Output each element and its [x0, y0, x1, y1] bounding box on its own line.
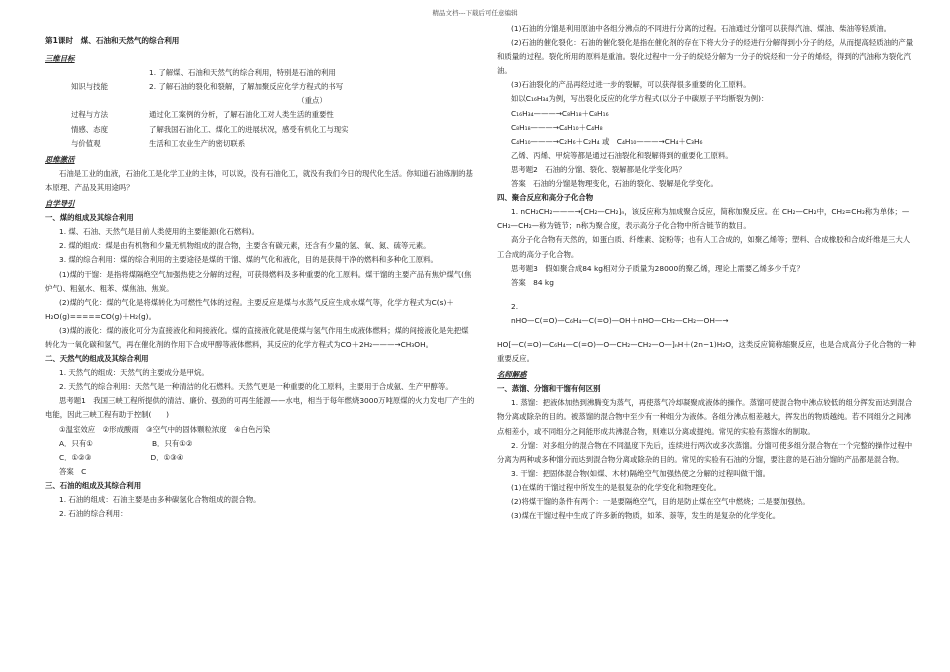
paragraph: (1)煤的干馏：是指将煤隔绝空气加强热使之分解的过程，可获得燃料及多种重要的化工原料。煤干馏的主要产品有焦炉煤气(焦炉气)、粗氨水、粗苯、煤焦油、焦炭。 [45, 269, 472, 293]
objective-text: 了解我国石油化工、煤化工的进展状况，感受有机化工与现实 [149, 124, 349, 134]
paragraph: 2. [511, 301, 519, 311]
paragraph: 高分子化合物有天然的，如蛋白质、纤维素、淀粉等；也有人工合成的，如聚乙烯等；塑料、合成橡胶和合成纤维是三大人工合成的高分子化合物。 [497, 235, 911, 259]
lesson-title: 第1课时 煤、石油和天然气的综合利用 [45, 36, 180, 45]
left-column [45, 22, 475, 521]
paragraph: 1. 天然气的组成：天然气的主要成分是甲烷。 [59, 368, 209, 378]
paragraph: 乙烯、丙烯、甲烷等都是通过石油裂化和裂解得到的重要化工原料。 [511, 150, 733, 160]
section-heading: 自学导引 [45, 199, 75, 209]
objective-category [45, 66, 149, 80]
paragraph: (3)石油裂化的产品再经过进一步的裂解，可以获得很多重要的化工原料。 [511, 80, 751, 90]
objective-text: 2. 了解石油的裂化和裂解，了解加聚反应化学方程式的书写 [149, 82, 344, 92]
paragraph: (2)石油的催化裂化：石油的催化裂化是指在催化剂的存在下将大分子的烃进行分解得到小分子的烃，从而提高轻质油的产量和质量的过程。裂化所用的原料是重油。裂化过程中一分子的烷烃分解为一分子的烷烃和一分子的烯烃，得到的汽油称为裂化汽油。 [497, 38, 914, 76]
paragraph: HO[—C(=O)—C₆H₄—C(=O)—O—CH₂—CH₂—O—]ₙH＋(2n−1)H₂O，这类反应简称缩聚反应，也是合成高分子化合物的一种重要反应。 [497, 339, 916, 364]
objective-category: 情感、态度 [71, 124, 108, 134]
paragraph: 3. 干馏：把固体混合物(如煤、木材)隔绝空气加强热使之分解的过程叫做干馏。 [511, 468, 771, 478]
paragraph: C₈H₁₈———→C₄H₁₀＋C₄H₈ [511, 122, 603, 132]
objective-row [45, 123, 475, 137]
subsection-heading: 二、天然气的组成及其综合利用 [45, 354, 149, 364]
right-column [497, 22, 917, 523]
objective-row [45, 108, 475, 122]
subsection-heading: 四、聚合反应和高分子化合物 [497, 193, 594, 203]
section-heading: 名师解惑 [497, 370, 527, 380]
paragraph: ①温室效应 ②形成酸雨 ③空气中的固体颗粒浓度 ④白色污染 [59, 424, 271, 434]
objective-category: 知识与技能 [71, 82, 108, 92]
page-header: 精品文档---下载后可任意编辑 [432, 9, 518, 17]
paragraph: 如以C₁₆H₃₄为例，写出裂化反应的化学方程式(以分子中碳原子平均断裂为例)： [511, 94, 769, 104]
paragraph: 答案 C [59, 466, 87, 476]
paragraph: 3. 煤的综合利用：煤的综合利用的主要途径是煤的干馏、煤的气化和液化，目的是获得干净的燃料和多种化工原料。 [59, 255, 438, 265]
objective-row [45, 94, 475, 108]
objective-text: 1. 了解煤、石油和天然气的综合利用，特别是石油的利用 [149, 68, 336, 78]
paragraph: (3)煤在干馏过程中生成了许多新的物质，如苯、萘等，发生的是复杂的化学变化。 [511, 511, 781, 521]
paragraph: A．只有① B．只有①② [59, 438, 193, 448]
paragraph: C．①②③ D．①③④ [59, 452, 184, 462]
subsection-heading: 三、石油的组成及其综合利用 [45, 480, 142, 490]
spacer [497, 328, 917, 338]
objective-text: 生活和工农业生产的密切联系 [149, 138, 246, 148]
subsection-heading: 一、煤的组成及其综合利用 [45, 213, 134, 223]
paragraph: (3)煤的液化：煤的液化可分为直接液化和间接液化。煤的直接液化就是使煤与氢气作用生成液体燃料；煤的间接液化是先把煤转化为一氧化碳和氢气，再在催化剂的作用下合成甲醇等液体燃料，其反应的化学方程式为CO＋2H₂———→CH₃OH。 [45, 325, 469, 349]
subsection-heading: 一、蒸馏、分馏和干馏有何区别 [497, 384, 601, 394]
objective-category [45, 94, 149, 108]
objective-text: （重点） [297, 96, 327, 106]
paragraph: 2. 分馏：对多组分的混合物在不同温度下先后，连续进行两次或多次蒸馏。分馏可使多组分混合物在一个完整的操作过程中分离为两种或多种馏分而达到混合物分离或除杂的目的。常见的实验有石油的分馏，要注意的是石油分馏的产品都是混合物。 [497, 440, 913, 464]
paragraph: nHO—C(=O)—C₆H₄—C(=O)—OH＋nHO—CH₂—CH₂—OH—→ [511, 315, 729, 325]
paragraph: (2)将煤干馏的条件有两个：一是要隔绝空气，目的是防止煤在空气中燃烧；二是要加强热。 [511, 497, 810, 506]
paragraph: 答案 84 kg [511, 277, 554, 287]
paragraph: 1. nCH₂CH₂———→[CH₂—CH₂]ₙ，该反应称为加成聚合反应，简称加聚反应。在 CH₂—CH₂中，CH₂=CH₂称为单体；—CH₂—CH₂—称为链节；n称为聚合度，表示高分子化合物中所含链节的数目。 [497, 207, 910, 231]
paragraph: 思考题1 我国三峡工程所提供的清洁、廉价、强劲的可再生能源——水电，相当于每年燃烧3000万吨原煤的火力发电厂产生的电能，因此三峡工程有助于控制( ) [45, 396, 475, 420]
objective-row [45, 137, 475, 151]
paragraph: (1)在煤的干馏过程中所发生的是很复杂的化学变化和物理变化。 [511, 482, 722, 492]
section-heading: 三维目标 [45, 54, 75, 64]
paragraph: 1. 蒸馏：把液体加热到沸腾变为蒸气，再使蒸气冷却凝聚成液体的操作。蒸馏可使混合物中沸点较低的组分挥发而达到混合物分离或除杂的目的。被蒸馏的混合物中至少有一种组分为液体。各组分沸点相差越大，挥发出的物质越纯。若不同组分之间沸点相差小，或不同组分之间能形成共沸混合物，则难以分离或提纯。常见的实验有蒸馏水的制取。 [497, 398, 913, 436]
paragraph: 石油是工业的血液，石油化工是化学工业的主体，可以说，没有石油化工，就没有我们今日的现代化生活。你知道石油炼制的基本原理、产品及其用途吗？ [45, 168, 473, 192]
paragraph: C₄H₁₀———→C₂H₆＋C₂H₄ 或 C₄H₁₀———→CH₄＋C₃H₆ [511, 136, 703, 146]
spacer [497, 290, 917, 300]
paragraph: 思考题2 石油的分馏、裂化、裂解都是化学变化吗？ [511, 164, 686, 174]
paragraph: (2)煤的气化：煤的气化是将煤转化为可燃性气体的过程。主要反应是煤与水蒸气反应生成水煤气等，化学方程式为C(s)＋H₂O(g)=====CO(g)＋H₂(g)。 [45, 297, 454, 321]
objective-row [45, 80, 475, 94]
paragraph: 2. 天然气的综合利用：天然气是一种清洁的化石燃料。天然气更是一种重要的化工原料，主要用于合成氨、生产甲醇等。 [59, 382, 453, 392]
paragraph: (1)石油的分馏是利用原油中各组分沸点的不同进行分离的过程。石油通过分馏可以获得汽油、煤油、柴油等轻质油。 [511, 24, 892, 33]
objective-category: 与价值观 [71, 138, 101, 148]
paragraph: 1. 石油的组成：石油主要是由多种碳氢化合物组成的混合物。 [59, 495, 261, 504]
paragraph: C₁₆H₃₄———→C₈H₁₈＋C₈H₁₆ [511, 108, 609, 118]
paragraph: 2. 煤的组成：煤是由有机物和少量无机物组成的混合物，主要含有碳元素，还含有少量的氢、氧、氮、硫等元素。 [59, 241, 431, 251]
objective-row [45, 66, 475, 80]
paragraph: 1. 煤、石油、天然气是目前人类使用的主要能源(化石燃料)。 [59, 227, 259, 237]
objective-category: 过程与方法 [71, 110, 108, 120]
paragraph: 答案 石油的分馏是物理变化，石油的裂化、裂解是化学变化。 [511, 179, 718, 189]
objective-text: 通过化工案例的分析，了解石油化工对人类生活的重要性 [149, 110, 334, 120]
section-heading: 思维激活 [45, 154, 75, 164]
paragraph: 思考题3 假如聚合成84 kg相对分子质量为28000的聚乙烯，理论上需要乙烯多少千克？ [511, 263, 804, 273]
paragraph: 2. 石油的综合利用： [59, 509, 128, 519]
